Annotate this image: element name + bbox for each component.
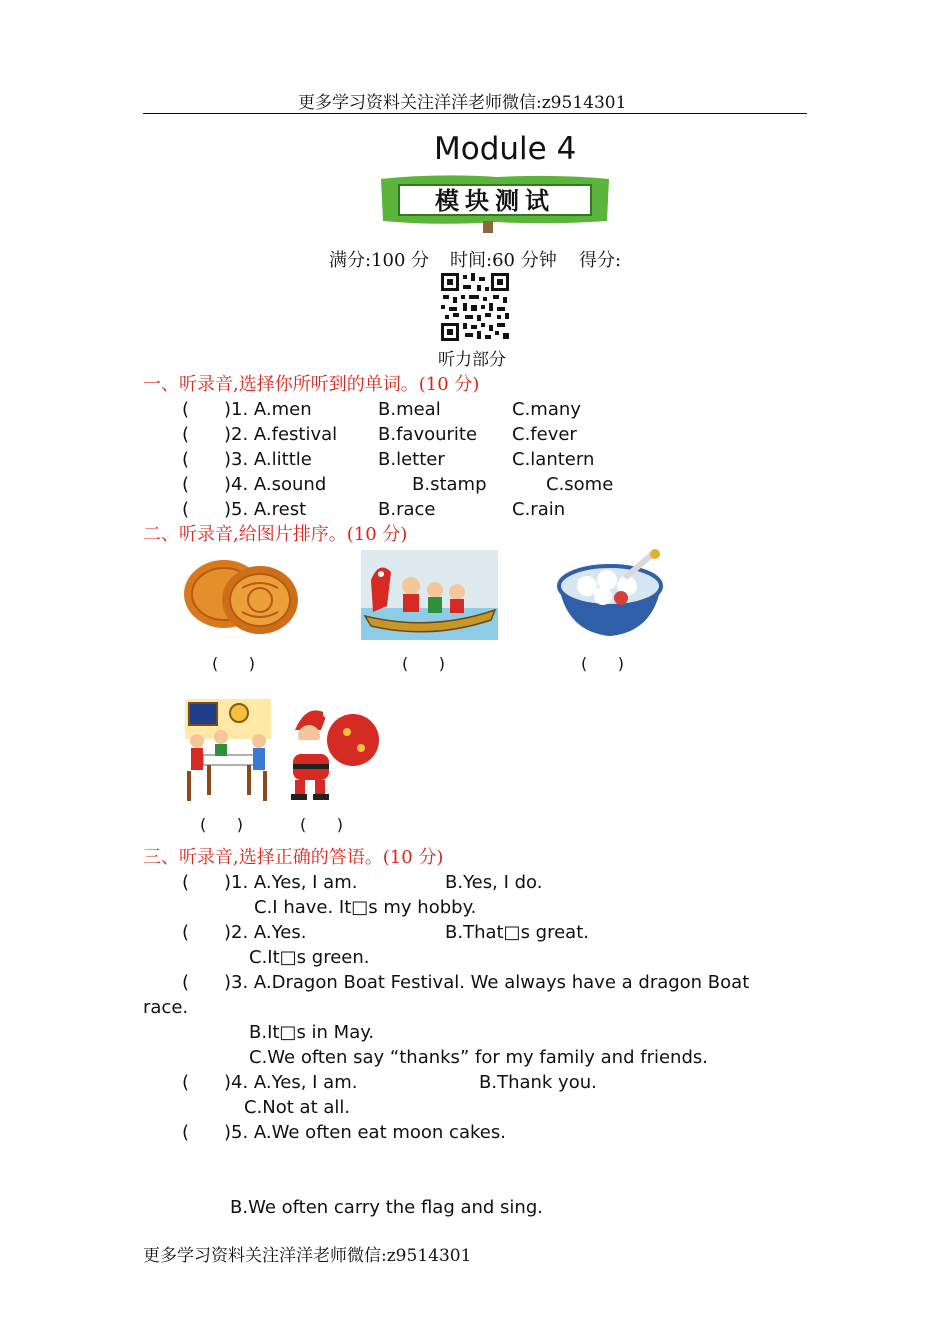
s3-q2-a: )2. A.Yes. [224,922,307,943]
s1-q1-c: C.many [512,399,581,420]
s1-q2-c: C.fever [512,424,577,445]
s1-q1-b: B.meal [378,399,441,420]
banner-label: 模块测试 [435,187,555,215]
answer-blank-open[interactable]: ( [182,872,190,893]
mooncake-image [180,548,300,640]
picture-blank-5[interactable]: ( ) [300,815,343,834]
s3-q2-b: B.That□s great. [445,922,589,943]
s3-q3-a: )3. A.Dragon Boat Festival. We always have a dragon Boat [224,972,750,993]
page-title: Module 4 [434,131,577,167]
s1-q2-a: )2. A.festival [224,424,338,445]
s3-q1-a: )1. A.Yes, I am. [224,872,358,893]
answer-blank-open[interactable]: ( [182,474,190,495]
score-full: 满分:100 分 [329,250,430,271]
s1-q5-c: C.rain [512,499,566,520]
picture-blank-1[interactable]: ( ) [212,654,255,673]
s3-q4-a: )4. A.Yes, I am. [224,1072,358,1093]
answer-blank-open[interactable]: ( [182,972,190,993]
s1-q2-b: B.favourite [378,424,478,445]
listening-label: 听力部分 [438,350,506,370]
s1-q4-b: B.stamp [412,474,487,495]
s3-q4-c: C.Not at all. [244,1097,351,1118]
s1-q5-b: B.race [378,499,436,520]
s3-q3-c: C.We often say “thanks” for my family and friends. [249,1047,708,1068]
s3-q2-c: C.It□s green. [249,947,370,968]
s1-q4-c: C.some [546,474,614,495]
answer-blank-open[interactable]: ( [182,449,190,470]
s3-q3-b: B.It□s in May. [249,1022,375,1043]
page-header: 更多学习资料关注洋洋老师微信:z9514301 [298,93,627,113]
s3-q4-b: B.Thank you. [479,1072,597,1093]
answer-blank-open[interactable]: ( [182,922,190,943]
qr-code-image [441,273,509,341]
s3-q5-b: B.We often carry the flag and sing. [230,1197,543,1218]
s1-q3-a: )3. A.little [224,449,312,470]
tangyuan-image [555,546,665,640]
s1-q3-c: C.lantern [512,449,595,470]
answer-blank-open[interactable]: ( [182,399,190,420]
section3-heading: 三、听录音,选择正确的答语。(10 分) [143,847,444,868]
s3-q1-c: C.I have. It□s my hobby. [254,897,477,918]
answer-blank-open[interactable]: ( [182,424,190,445]
answer-blank-open[interactable]: ( [182,1122,190,1143]
header-rule [143,113,807,114]
section1-heading: 一、听录音,选择你所听到的单词。(10 分) [143,374,480,395]
s3-q3-a-wrap: race. [143,997,189,1018]
picture-blank-3[interactable]: ( ) [581,654,624,673]
picture-blank-2[interactable]: ( ) [402,654,445,673]
s1-q4-a: )4. A.sound [224,474,327,495]
s3-q5-a: )5. A.We often eat moon cakes. [224,1122,506,1143]
module-test-banner [377,173,611,233]
family-dinner-image [183,697,273,807]
score-time: 时间:60 分钟 [450,250,557,271]
score-got: 得分: [579,250,622,271]
section2-heading: 二、听录音,给图片排序。(10 分) [143,524,408,545]
s3-q1-b: B.Yes, I do. [445,872,543,893]
answer-blank-open[interactable]: ( [182,499,190,520]
s1-q1-a: )1. A.men [224,399,312,420]
santa-claus-image [277,700,381,802]
s1-q5-a: )5. A.rest [224,499,307,520]
picture-blank-4[interactable]: ( ) [200,815,243,834]
s1-q3-b: B.letter [378,449,445,470]
answer-blank-open[interactable]: ( [182,1072,190,1093]
page-footer: 更多学习资料关注洋洋老师微信:z9514301 [143,1246,472,1266]
dragon-boat-image [361,550,498,640]
